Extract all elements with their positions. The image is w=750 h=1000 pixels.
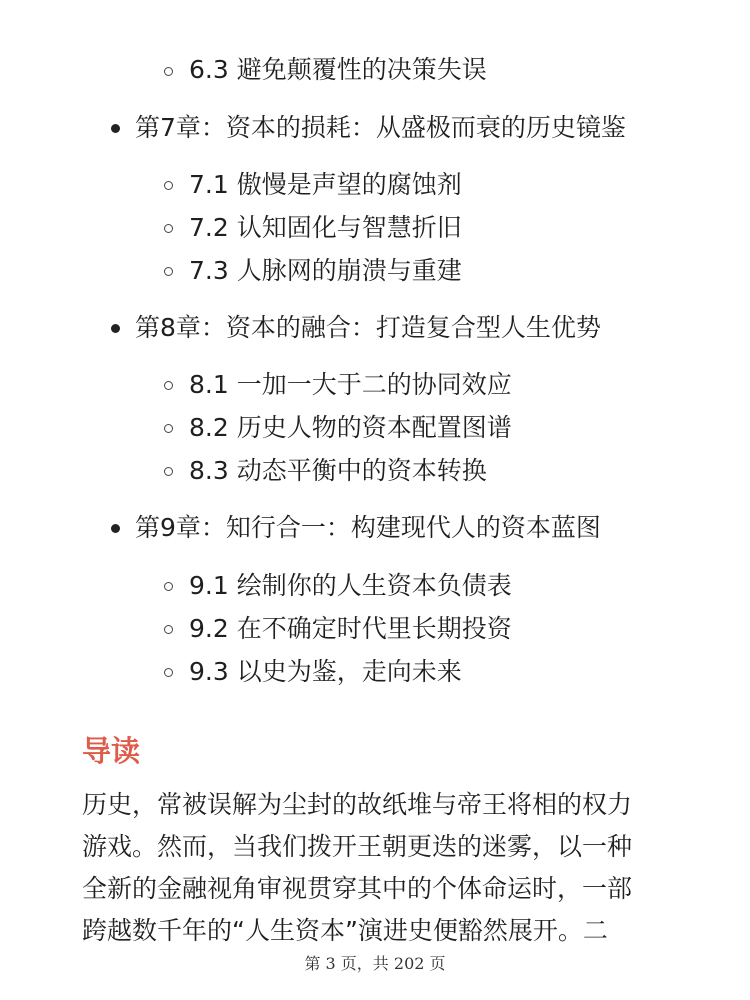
toc-subitem: 7.3 人脉网的崩溃与重建 [189, 256, 462, 285]
hollow-bullet-icon [164, 181, 173, 190]
toc-subitem: 8.3 动态平衡中的资本转换 [189, 456, 487, 485]
hollow-bullet-icon [164, 381, 173, 390]
toc-subitem: 8.1 一加一大于二的协同效应 [189, 370, 512, 399]
disc-bullet-icon [111, 124, 120, 133]
hollow-bullet-icon [164, 224, 173, 233]
toc-subitem: 9.2 在不确定时代里长期投资 [189, 614, 512, 643]
paragraph-line: 历史，常被误解为尘封的故纸堆与帝王将相的权力 [82, 790, 633, 819]
toc-subitem: 6.3 避免颠覆性的决策失误 [189, 55, 487, 84]
page-number-footer: 第 3 页，共 202 页 [304, 954, 446, 973]
toc-subitem: 9.1 绘制你的人生资本负债表 [189, 571, 512, 600]
section-heading: 导读 [82, 734, 141, 768]
paragraph-line: 全新的金融视角审视贯穿其中的个体命运时，一部 [82, 874, 633, 903]
toc-subitem: 8.2 历史人物的资本配置图谱 [189, 413, 512, 442]
toc-subitem: 7.2 认知固化与智慧折旧 [189, 213, 462, 242]
toc-chapter: 第8章：资本的融合：打造复合型人生优势 [135, 313, 601, 342]
hollow-bullet-icon [164, 668, 173, 677]
toc-subitem: 7.1 傲慢是声望的腐蚀剂 [189, 170, 462, 199]
hollow-bullet-icon [164, 625, 173, 634]
hollow-bullet-icon [164, 582, 173, 591]
toc-subitem: 9.3 以史为鉴，走向未来 [189, 657, 462, 686]
paragraph-line: 游戏。然而，当我们拨开王朝更迭的迷雾，以一种 [82, 832, 633, 861]
disc-bullet-icon [111, 324, 120, 333]
disc-bullet-icon [111, 524, 120, 533]
paragraph-line: 跨越数千年的“人生资本”演进史便豁然展开。二 [82, 916, 608, 945]
hollow-bullet-icon [164, 424, 173, 433]
toc-chapter: 第7章：资本的损耗：从盛极而衰的历史镜鉴 [135, 113, 626, 142]
hollow-bullet-icon [164, 67, 173, 76]
toc-chapter: 第9章：知行合一：构建现代人的资本蓝图 [135, 513, 601, 542]
hollow-bullet-icon [164, 267, 173, 276]
hollow-bullet-icon [164, 467, 173, 476]
